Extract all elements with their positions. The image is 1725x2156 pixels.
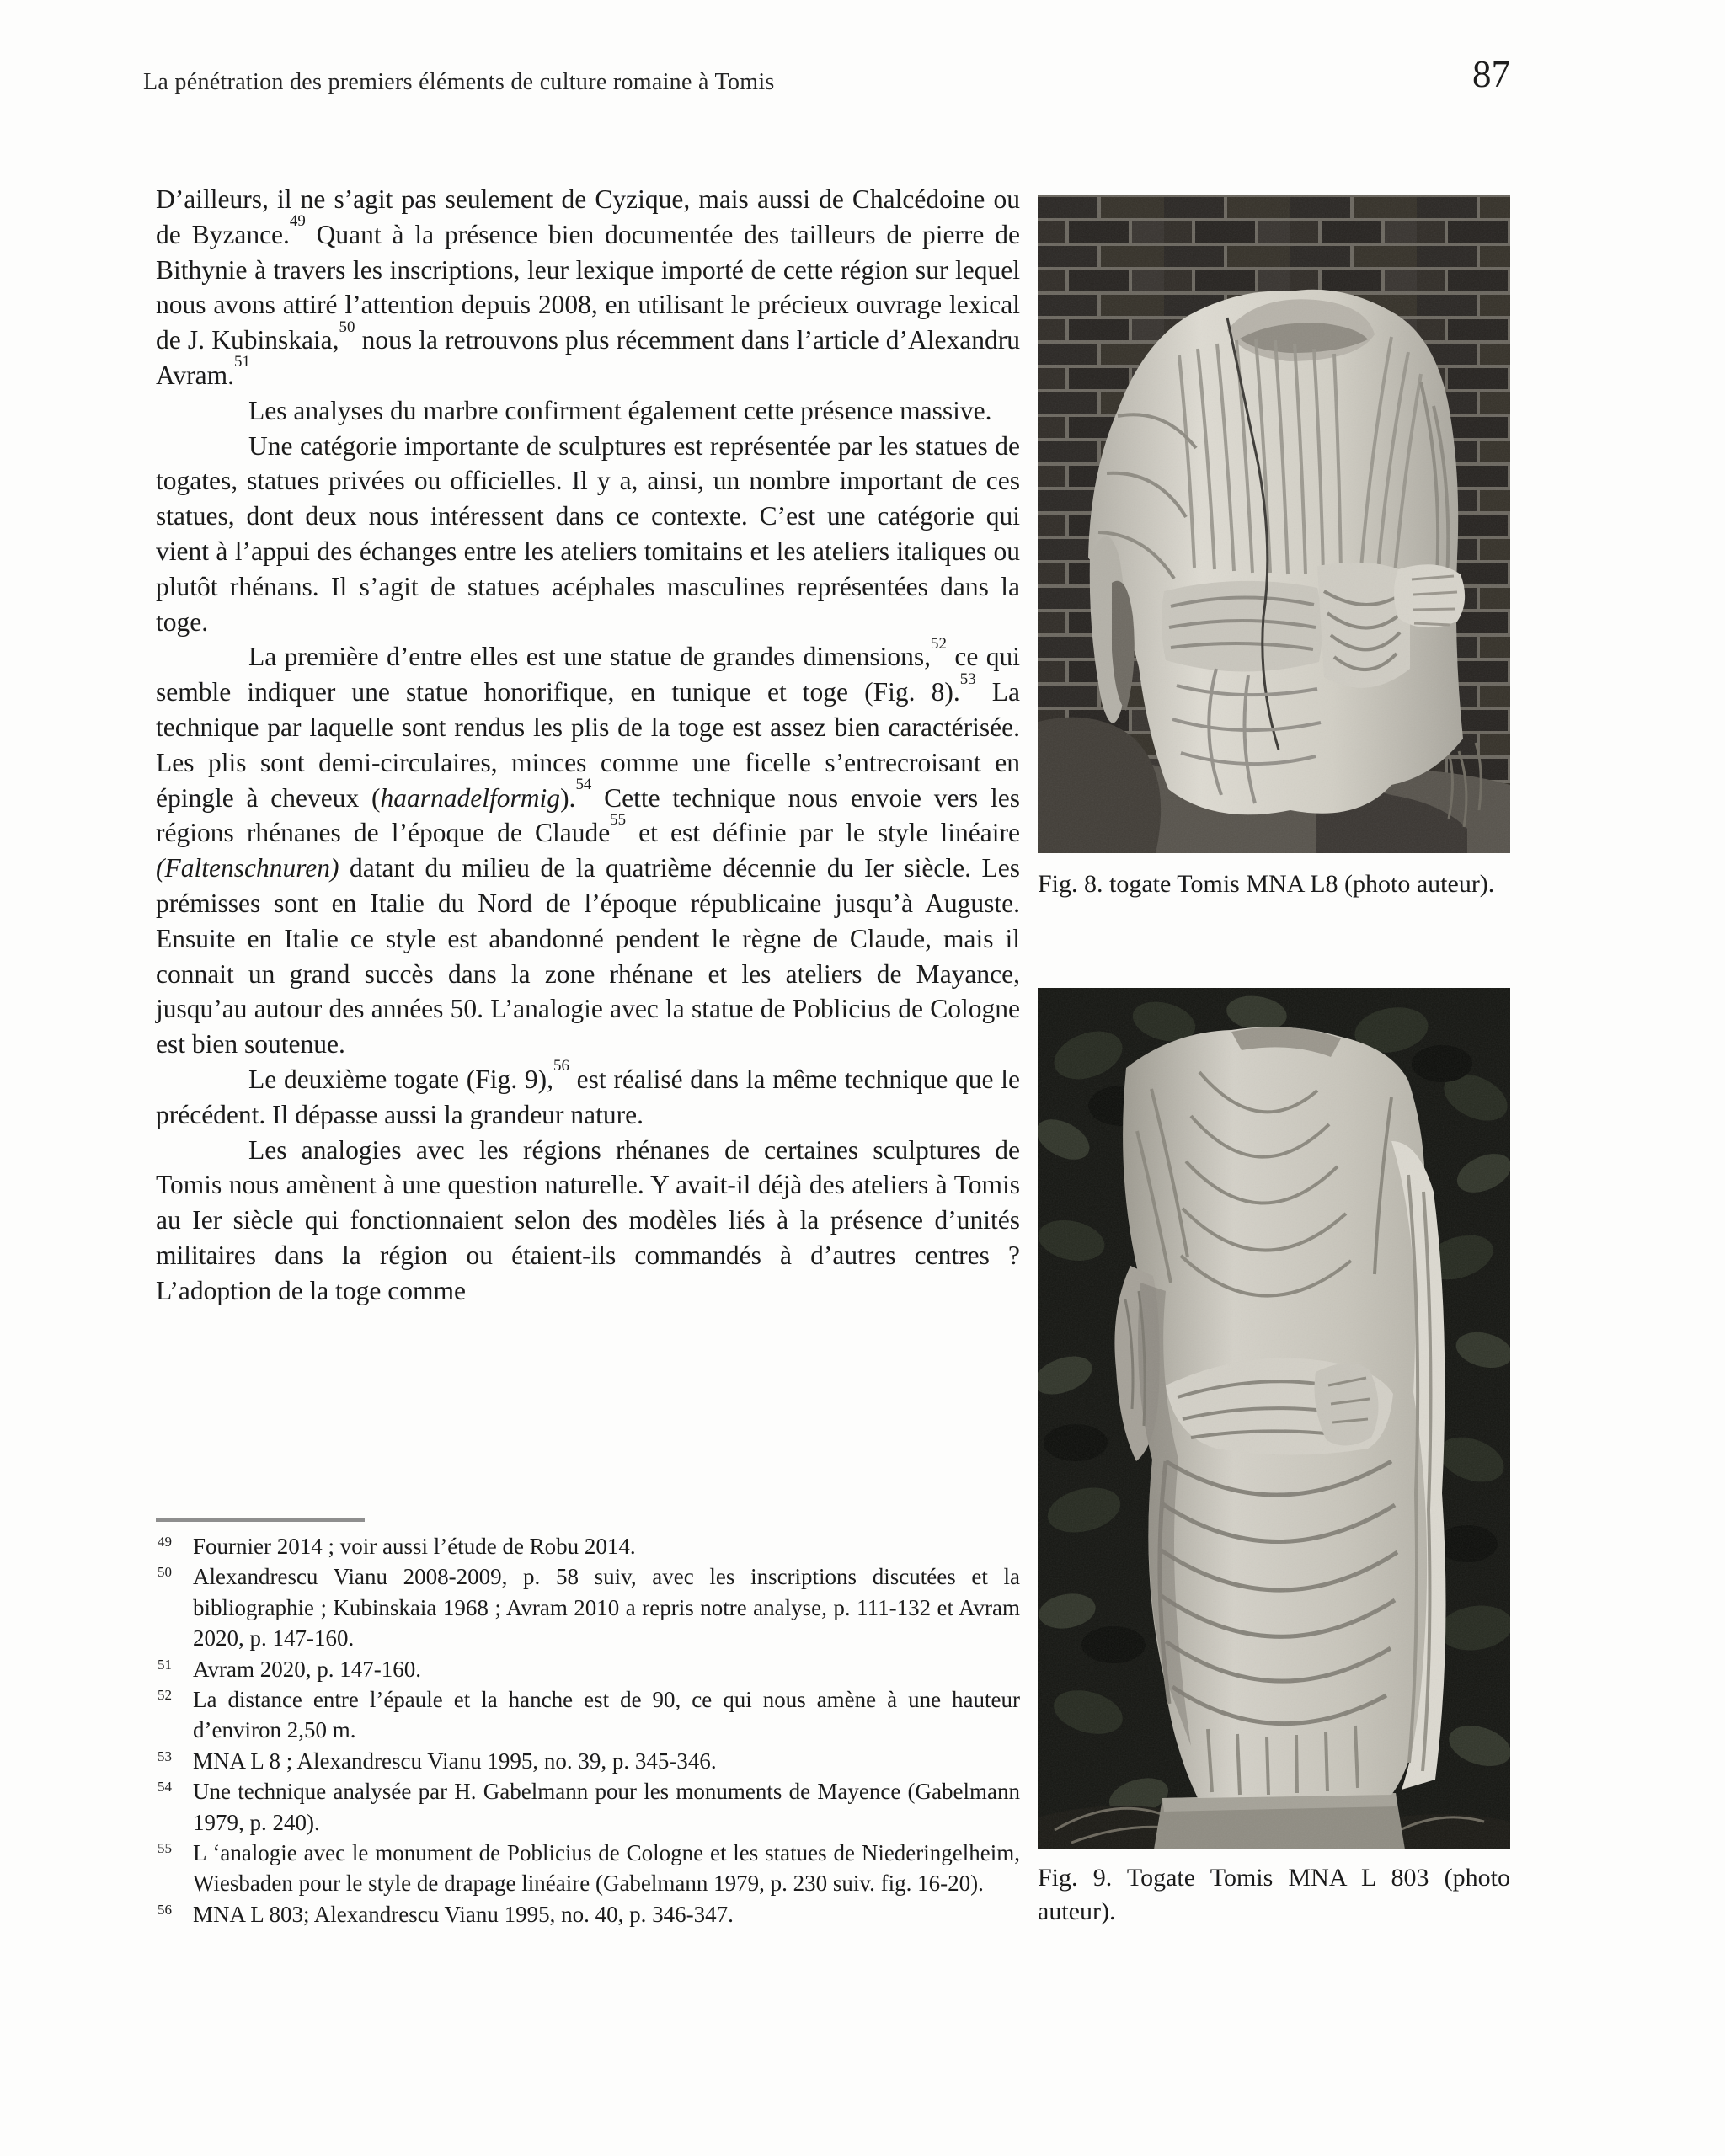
body-paragraph: La première d’entre elles est une statue de grandes dimensions,$^{52}$ ce qui semble indiquer une statue honorifique, en tunique et toge (Fig. 8).$^{53}$ La technique par laquelle sont rendus les plis de la toge est assez bien caractérisée. Les plis sont demi-circulaires, minces comme une ficelle s’entrecroisant en épingle à cheveux (haarnadelformig).$^{54}$ Cette technique nous envoie vers les régions rhénanes de l’époque de Claude$^{55}$ et est définie par le style linéaire (Faltenschnuren) datant du milieu de la quatrième décennie du Ier siècle. Les prémisses sont en Italie du Nord de l’époque républicaine jusqu’à Auguste. Ensuite en Italie ce style est abandonné pendent le règne de Claude, mais il connait un grand succès dans la zone rhénane et les ateliers de Mayance, jusqu’au autour des années 50. L’analogie avec la statue de Poblicius de Cologne est bien soutenue. — [156, 634, 1020, 1059]
figure-8-caption: Fig. 8. togate Tomis MNA L8 (photo auteur). — [1038, 870, 1495, 898]
footnote: 54 Une technique analysée par H. Gabelmann pour les monuments de Mayence (Gabelmann 1979, p. 240). — [158, 1779, 1020, 1835]
figure-9-caption: Fig. 9. Togate Tomis MNA L 803 (photo auteur). — [1038, 1864, 1510, 1925]
footnote-reference: 55 — [610, 810, 627, 829]
footnote-reference: 54 — [575, 775, 592, 793]
footnote: 51 Avram 2020, p. 147-160. — [158, 1656, 421, 1682]
footnote: 55 L ‘analogie avec le monument de Poblicius de Cologne et les statues de Niederingelheim, Wiesbaden pour le style de drapage linéaire (Gabelmann 1979, p. 230 suiv. fig. 16-20). — [158, 1840, 1020, 1897]
italic-term: (Faltenschnuren) — [156, 853, 339, 883]
footnote-reference: 49 — [289, 212, 306, 231]
figure-9-photo — [1038, 988, 1510, 1849]
footnote: 49 Fournier 2014 ; voir aussi l’étude de Robu 2014. — [158, 1534, 636, 1559]
body-paragraph: Le deuxième togate (Fig. 9),$^{56}$ est réalisé dans la même technique que le précédent. Il dépasse aussi la grandeur nature. — [156, 1057, 1020, 1129]
footnote: 50 Alexandrescu Vianu 2008-2009, p. 58 suiv, avec les inscriptions discutées et la bibliographie ; Kubinskaia 1968 ; Avram 2010 a repris notre analyse, p. 111-132 et Avram 2020, p. 147-160. — [158, 1564, 1020, 1652]
footnote-reference: 53 — [959, 670, 976, 688]
figure-8-photo — [1038, 195, 1510, 853]
footnote-reference: 51 — [234, 353, 250, 371]
italic-term: haarnadelformig — [380, 782, 561, 813]
footnote-reference: 52 — [931, 634, 947, 653]
body-text — [156, 182, 1020, 1309]
footnote: 53 MNA L 8 ; Alexandrescu Vianu 1995, no. 39, p. 345-346. — [158, 1748, 717, 1774]
body-paragraph: Les analogies avec les régions rhénanes de certaines sculptures de Tomis nous amènent à une question naturelle. Y avait-il déjà des ateliers à Tomis au Ier siècle qui fonctionnaient selon des modèles liés à la présence d’unités militaires dans la région ou étaient-ils commandés à d’autres centres ? L’adoption de la toge comme — [156, 1134, 1020, 1305]
running-header-title: La pénétration des premiers éléments de culture romaine à Tomis — [143, 69, 775, 95]
body-paragraph: Les analyses du marbre confirment également cette présence massive. — [248, 395, 992, 425]
footnote: 52 La distance entre l’épaule et la hanche est de 90, ce qui nous amène à une hauteur d’environ 2,50 m. — [158, 1687, 1020, 1743]
footnote-separator — [156, 1518, 365, 1522]
togate-statue-brick-wall-illustration — [1038, 195, 1510, 853]
togate-statue-foliage-illustration — [1038, 988, 1510, 1849]
body-paragraph: Une catégorie importante de sculptures est représentée par les statues de togates, statues privées ou officielles. Il y a, ainsi, un nombre important de ces statues, dont deux nous intéressent dans ce contexte. C’est une catégorie qui vient à l’appui des échanges entre les ateliers tomitains et les ateliers italiques ou plutôt rhénans. Il s’agit de statues acéphales masculines représentées dans la toge. — [156, 430, 1020, 637]
footnotes — [156, 1531, 1020, 1929]
footnote-reference: 56 — [553, 1057, 569, 1075]
body-paragraph: D’ailleurs, il ne s’agit pas seulement de Cyzique, mais aussi de Chalcédoine ou de Byzance.$^{49}$ Quant à la présence bien documentée des tailleurs de pierre de Bithynie à travers les inscriptions, leur lexique importé de cette région sur lequel nous avons attiré l’attention depuis 2008, en utilisant le précieux ouvrage lexical de J. Kubinskaia,$^{50}$ nous la retrouvons plus récemment dans l’article d’Alexandru Avram.$^{51}$ — [156, 184, 1020, 390]
page-number: 87 — [1472, 53, 1510, 95]
footnote: 56 MNA L 803; Alexandrescu Vianu 1995, no. 40, p. 346-347. — [158, 1901, 734, 1927]
footnote-reference: 50 — [339, 318, 355, 336]
